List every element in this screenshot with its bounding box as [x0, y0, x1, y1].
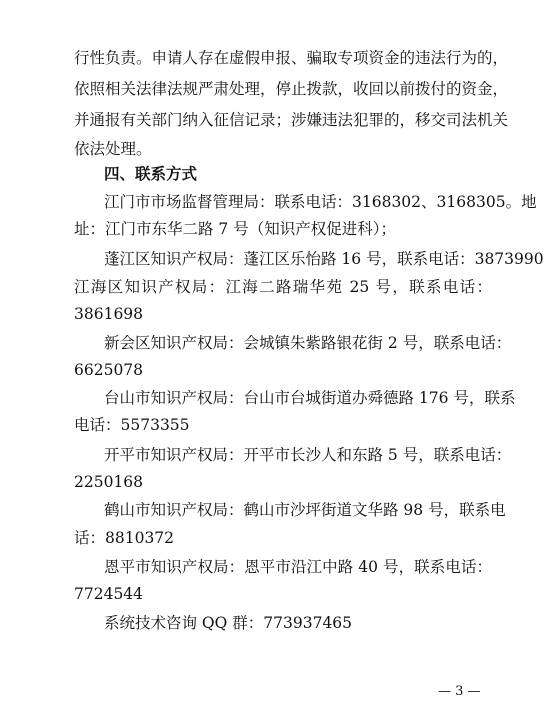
page-number: — 3 —	[438, 684, 481, 699]
contact-kaiping-line-1: 开平市知识产权局：开平市长沙人和东路 5 号，联系电话：	[104, 446, 512, 464]
contact-jianghai-line-1: 江海区知识产权局：江海二路瑞华苑 25 号，联系电话：	[74, 278, 492, 296]
contact-market-supervision-line-2: 址：江门市东华二路 7 号（知识产权促进科）；	[74, 220, 396, 238]
contact-kaiping-phone: 2250168	[74, 473, 144, 491]
contact-heshan-line-1: 鹤山市知识产权局：鹤山市沙坪街道文华路 98 号，联系电	[104, 501, 506, 519]
contact-enping-phone: 7724544	[74, 585, 144, 603]
contact-taishan-line-1: 台山市知识产权局：台山市台城街道办舜德路 176 号，联系	[104, 389, 516, 407]
contact-pengjiang: 蓬江区知识产权局：蓬江区乐怡路 16 号，联系电话：3873990	[104, 250, 544, 268]
body-line-1: 行性负责。申请人存在虚假申报、骗取专项资金的违法行为的，	[74, 49, 509, 67]
tech-support-qq-group: 系统技术咨询 QQ 群：773937465	[104, 614, 353, 632]
body-line-3: 并通报有关部门纳入征信记录；涉嫌违法犯罪的，移交司法机关	[74, 111, 509, 129]
contact-heshan-phone: 话：8810372	[74, 529, 175, 547]
contact-xinhui-phone: 6625078	[74, 361, 144, 379]
body-line-4: 依法处理。	[74, 140, 152, 158]
body-line-2: 依照相关法律法规严肃处理，停止拨款，收回以前拨付的资金，	[74, 80, 509, 98]
contact-taishan-phone: 电话：5573355	[74, 416, 190, 434]
contact-jianghai-phone: 3861698	[74, 305, 144, 323]
contact-xinhui-line-1: 新会区知识产权局：会城镇朱紫路银花街 2 号，联系电话：	[104, 334, 512, 352]
section-heading-contact: 四、联系方式	[104, 165, 198, 183]
contact-market-supervision-line-1: 江门市市场监督管理局：联系电话：3168302、3168305。地	[104, 193, 537, 211]
contact-enping-line-1: 恩平市知识产权局：恩平市沿江中路 40 号，联系电话：	[104, 558, 492, 576]
